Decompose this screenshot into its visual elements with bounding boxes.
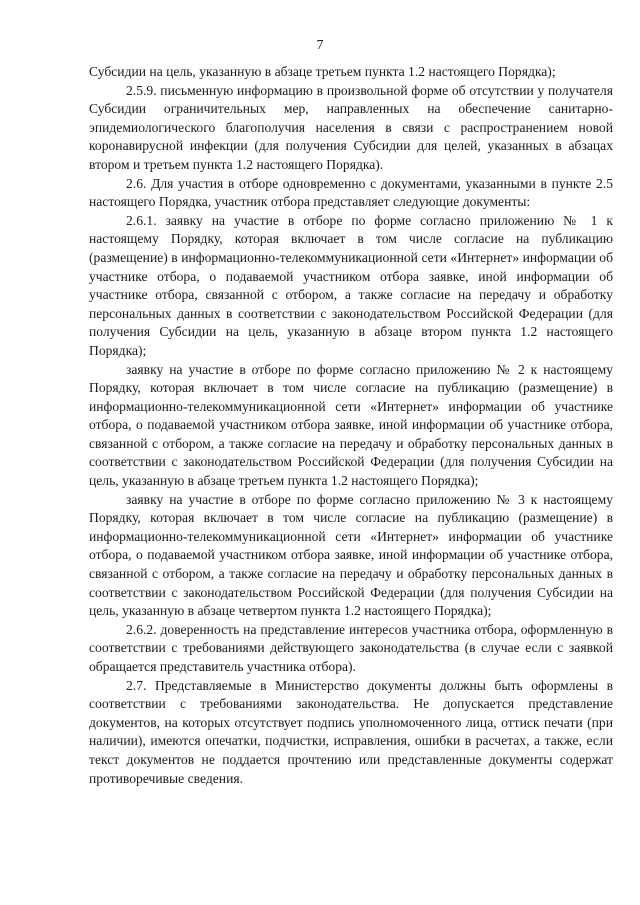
page-number: 7 xyxy=(316,38,324,53)
paragraph-2-5-9: 2.5.9. письменную информацию в произвольной форме об отсутствии у получателя Субсидии ограничительных мер, направленных на обеспечение санитарно-эпидемиологического благополучия населения в связи с распространением новой коронавирусной инфекции (для получения Субсидии для целей, указанных в абзацах втором и третьем пункта 1.2 настоящего Порядка). xyxy=(89,82,613,172)
document-body xyxy=(89,63,613,788)
paragraph-application-form-3: заявку на участие в отборе по форме согласно приложению № 3 к настоящему Порядку, которая включает в том числе согласие на публикацию (размещение) в информационно-телекоммуникационной сети «Интернет» информации об участнике отбора, о подаваемой участником отбора заявке, иной информации об участнике отбора, связанной с отбором, а также согласие на передачу и обработку персональных данных в соответствии с законодательством Российской Федерации (для получения Субсидии на цель, указанную в абзаце четвертом пункта 1.2 настоящего Порядка); xyxy=(89,491,613,619)
paragraph-2-7: 2.7. Представляемые в Министерство документы должны быть оформлены в соответствии с требованиями законодательства. Не допускается представление документов, на которых отсутствует подпись уполномоченного лица, оттиск печати (при наличии), имеются опечатки, подчистки, исправления, ошибки в расчетах, а также, если текст документов не поддается прочтению или представленные документы содержат противоречивые сведения. xyxy=(89,677,613,786)
paragraph-subsidy-purpose-continuation: Субсидии на цель, указанную в абзаце третьем пункта 1.2 настоящего Порядка); xyxy=(89,64,556,79)
paragraph-2-6-1: 2.6.1. заявку на участие в отборе по форме согласно приложению № 1 к настоящему Порядку, которая включает в том числе согласие на публикацию (размещение) в информационно-телекоммуникационной сети «Интернет» информации об участнике отбора, о подаваемой участником отбора заявке, иной информации об участнике отбора, связанной с отбором, а также согласие на передачу и обработку персональных данных в соответствии с законодательством Российской Федерации (для получения Субсидии на цель, указанную в абзаце втором пункта 1.2 настоящего Порядка); xyxy=(89,212,613,358)
paragraph-2-6-2: 2.6.2. доверенность на представление интересов участника отбора, оформленную в соответствии с требованиями действующего законодательства (в случае если с заявкой обращается представитель участника отбора). xyxy=(89,621,613,674)
paragraph-2-6: 2.6. Для участия в отборе одновременно с документами, указанными в пункте 2.5 настоящего Порядка, участник отбора представляет следующие документы: xyxy=(89,175,613,210)
paragraph-application-form-2: заявку на участие в отборе по форме согласно приложению № 2 к настоящему Порядку, которая включает в том числе согласие на публикацию (размещение) в информационно-телекоммуникационной сети «Интернет» информации об участнике отбора, о подаваемой участником отбора заявке, иной информации об участнике отбора, связанной с отбором, а также согласие на передачу и обработку персональных данных в соответствии с законодательством Российской Федерации (для получения Субсидии на цель, указанную в абзаце третьем пункта 1.2 настоящего Порядка); xyxy=(89,361,613,489)
